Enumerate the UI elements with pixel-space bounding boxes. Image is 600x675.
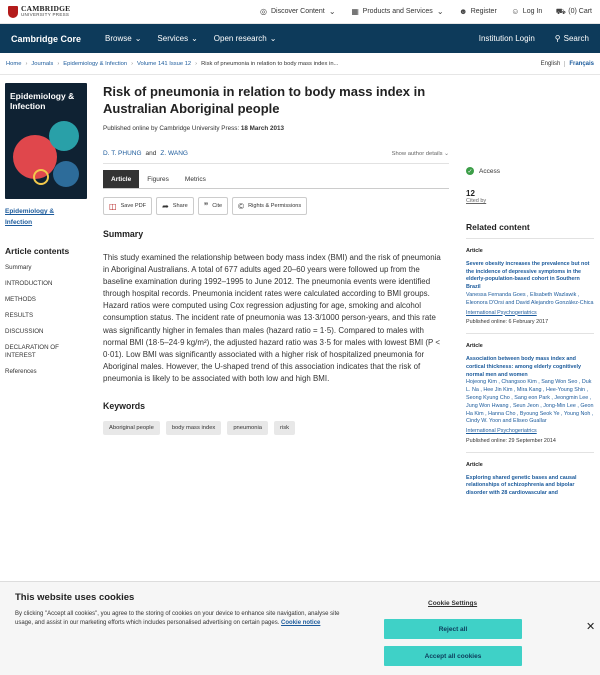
related-type: Article bbox=[466, 248, 483, 254]
related-authors[interactable]: Hojeong Kim , Changsoo Kim , Sang Won Seo , Duk L. Na , Hee Jin Kim , Mira Kang , Hee-Young Shin , Seong Kyung Cho , Sang eon Park , Jeongmin Lee , Jung Won Hwang , Seun Jeon , Jong-Min Lee , Geon Ha Kim , Hanna Cho , Byoung Seok Ye , Young Noh , Cindy W. Yoon and Eliseo Guallar bbox=[466, 379, 594, 425]
toc-item[interactable]: RESULTS bbox=[5, 312, 34, 319]
share-icon: ➦ bbox=[162, 201, 169, 211]
related-title-link[interactable]: Severe obesity increases the prevalence but not the incidence of depressive symptoms in the elderly-population-based cohort in Southern Brazil bbox=[466, 260, 590, 291]
cover-art-ring bbox=[33, 169, 49, 185]
cart-icon: ⛟ bbox=[555, 6, 566, 16]
cookie-text: By clicking "Accept all cookies", you agree to the storing of cookies on your device to enhance site navigation, analyse site usage, and assist in our marketing efforts which includes personalised advertising on certain pages. Cookie notice bbox=[15, 611, 340, 627]
cambridge-core-brand[interactable]: Cambridge Core bbox=[11, 33, 82, 44]
logo-subname: UNIVERSITY PRESS bbox=[21, 11, 70, 17]
toc-item[interactable]: Summary bbox=[5, 264, 32, 271]
show-author-details-toggle[interactable]: Show author details ⌄ bbox=[391, 150, 449, 157]
products-services-link[interactable]: ▦ Products and Services ⌄ bbox=[351, 7, 444, 16]
logo-name: CAMBRIDGE bbox=[21, 3, 71, 13]
author-link[interactable]: D. T. PHUNG bbox=[103, 150, 142, 157]
article-tabs bbox=[103, 170, 449, 189]
author-link[interactable]: Z. WANG bbox=[160, 150, 188, 157]
chevron-right-icon: › bbox=[57, 60, 60, 67]
breadcrumb-journal[interactable]: Epidemiology & Infection bbox=[63, 60, 128, 67]
tab-figures[interactable]: Figures bbox=[147, 175, 169, 183]
cite-button[interactable]: ” Cite bbox=[198, 197, 228, 215]
related-title-link[interactable]: Exploring shared genetic bases and causal relationships of schizophrenia and bipolar disorder with 28 cardiovascular and bbox=[466, 474, 577, 497]
chevron-down-icon: ⌄ bbox=[328, 7, 336, 16]
article-title: Risk of pneumonia in relation to body mass index in Australian Aboriginal people bbox=[103, 84, 426, 116]
cambridge-logo[interactable] bbox=[8, 3, 71, 18]
shield-icon bbox=[8, 6, 18, 18]
related-title-link[interactable]: Association between body mass index and cortical thickness: among elderly cognitively normal men and women bbox=[466, 355, 582, 378]
share-button[interactable]: ➦ Share bbox=[156, 197, 194, 215]
left-sidebar bbox=[5, 83, 87, 384]
keyword-tag[interactable]: risk bbox=[274, 421, 295, 435]
browse-menu[interactable]: Browse ⌄ bbox=[105, 34, 142, 43]
keyword-tag[interactable]: pneumonia bbox=[227, 421, 268, 435]
rights-permissions-button[interactable]: © Rights & Permissions bbox=[232, 197, 307, 215]
discover-content-link[interactable]: ◎ Discover Content ⌄ bbox=[259, 7, 336, 16]
cookie-heading: This website uses cookies bbox=[15, 592, 135, 603]
chevron-down-icon: ⌄ bbox=[269, 34, 277, 43]
institution-login-link[interactable]: Institution Login bbox=[478, 34, 535, 43]
summary-text: This study examined the relationship between body mass index (BMI) and the risk of pneumonia in Aboriginal Australians. A total of 677 adults aged 20–60 years were followed up from the baseline examination during 1992–1995 to June 2012. The pneumonia events were identified through hospital records. Pneumonia incident rates were calculated according to BMI groups. Hazard ratios were computed using Cox regression adjusting for age, smoking and alcohol consumption status. The incident rate of pneumonia was 13·3/1000 person-years, and this rate was significantly higher in females than males (hazard ratio = 1·5). Compared to males with normal BMI (18·5–24·9 kg/m²), the adjusted hazard ratio was 3·5 for males with lowest BMI (P < 0·01). Low BMI was significantly associated with a higher risk of hospitalized pneumonia for Aboriginal males. However, the U-shaped trend of this association indicates that the risk of pneumonia is likely to be associated with both low and high BMI. bbox=[103, 253, 441, 383]
close-icon[interactable]: ✕ bbox=[586, 621, 596, 633]
toc-item[interactable]: DISCUSSION bbox=[5, 328, 44, 335]
journal-link[interactable]: Epidemiology & Infection bbox=[5, 208, 55, 226]
breadcrumb-home[interactable]: Home bbox=[6, 60, 22, 67]
cover-art-circle bbox=[49, 121, 79, 151]
related-pub-date: Published online: 6 February 2017 bbox=[466, 319, 549, 326]
article-contents-heading: Article contents bbox=[5, 246, 70, 256]
authors-row: D. T. PHUNG and Z. WANG Show author details ⌄ bbox=[103, 150, 449, 164]
tab-article[interactable]: Article bbox=[103, 170, 139, 188]
breadcrumb-journals[interactable]: Journals bbox=[31, 60, 54, 67]
publication-info: Published online by Cambridge University Press: 18 March 2013 bbox=[103, 125, 284, 132]
toc-item[interactable]: METHODS bbox=[5, 296, 36, 303]
save-pdf-button[interactable]: ◫ Save PDF bbox=[103, 197, 152, 215]
cited-label: Cited by bbox=[466, 198, 487, 204]
utility-bar bbox=[0, 0, 600, 24]
cited-count: 12 bbox=[466, 189, 475, 198]
accept-all-cookies-button[interactable]: Accept all cookies bbox=[384, 646, 522, 666]
cookie-settings-link[interactable]: Cookie Settings bbox=[428, 600, 478, 607]
cart-link[interactable]: ⛟ (0) Cart bbox=[555, 6, 592, 16]
open-research-menu[interactable]: Open research ⌄ bbox=[213, 34, 277, 43]
lang-english[interactable]: English bbox=[540, 60, 561, 67]
related-journal-link[interactable]: International Psychogeriatrics bbox=[466, 309, 537, 316]
journal-cover[interactable] bbox=[5, 83, 87, 199]
chevron-right-icon: › bbox=[25, 60, 28, 67]
article-main bbox=[103, 83, 449, 435]
cover-title-line2: Infection bbox=[10, 101, 46, 111]
breadcrumb bbox=[6, 61, 338, 67]
related-journal-link[interactable]: International Psychogeriatrics bbox=[466, 428, 537, 435]
keyword-tag[interactable]: body mass index bbox=[166, 421, 222, 435]
copyright-icon: © bbox=[238, 201, 245, 211]
cited-by[interactable] bbox=[466, 189, 594, 204]
chevron-right-icon: › bbox=[131, 60, 134, 67]
services-menu[interactable]: Services ⌄ bbox=[157, 34, 198, 43]
pdf-icon: ◫ bbox=[109, 201, 117, 211]
user-icon: ☺ bbox=[511, 7, 520, 16]
cookie-banner bbox=[0, 581, 600, 675]
summary-heading: Summary bbox=[103, 229, 144, 239]
related-item bbox=[466, 343, 594, 453]
chevron-down-icon: ⌄ bbox=[444, 150, 449, 157]
register-link[interactable]: ☻ Register bbox=[459, 7, 497, 16]
breadcrumb-current: Risk of pneumonia in relation to body mass index in... bbox=[201, 60, 339, 67]
related-type: Article bbox=[466, 343, 483, 350]
chevron-down-icon: ⌄ bbox=[191, 34, 198, 43]
login-link[interactable]: ☺ Log In bbox=[511, 7, 543, 16]
main-nav bbox=[0, 24, 600, 53]
breadcrumb-bar bbox=[0, 53, 600, 75]
language-switcher bbox=[541, 61, 594, 67]
tab-metrics[interactable]: Metrics bbox=[184, 175, 206, 183]
article-tools bbox=[103, 197, 449, 215]
chevron-down-icon: ⌄ bbox=[436, 7, 444, 16]
toc-item[interactable]: DECLARATION OF INTEREST bbox=[5, 344, 59, 359]
search-button[interactable]: ⚲ Search bbox=[554, 34, 589, 43]
cookie-notice-link[interactable]: Cookie notice bbox=[281, 620, 321, 627]
related-item bbox=[466, 462, 594, 498]
article-contents-list bbox=[5, 264, 87, 376]
reject-all-button[interactable]: Reject all bbox=[384, 619, 522, 639]
toc-item[interactable]: INTRODUCTION bbox=[5, 280, 53, 287]
publication-date: 18 March 2013 bbox=[240, 125, 284, 132]
chevron-right-icon: › bbox=[195, 60, 198, 67]
check-icon: ✓ bbox=[467, 168, 473, 175]
related-pub-date: Published online: 29 September 2014 bbox=[466, 437, 556, 444]
keywords-list bbox=[103, 421, 449, 435]
keyword-tag[interactable]: Aboriginal people bbox=[103, 421, 160, 435]
related-type: Article bbox=[466, 461, 483, 468]
lang-french[interactable]: Français bbox=[564, 61, 594, 67]
chevron-down-icon: ⌄ bbox=[134, 34, 142, 43]
access-badge: ✓ Access bbox=[467, 167, 500, 175]
right-sidebar bbox=[466, 83, 594, 498]
grid-icon: ▦ bbox=[351, 7, 359, 16]
cover-art-circle bbox=[53, 161, 79, 187]
toc-item[interactable]: References bbox=[5, 368, 37, 375]
related-content-heading: Related content bbox=[466, 222, 594, 239]
keywords-heading: Keywords bbox=[103, 401, 146, 412]
related-item bbox=[466, 248, 594, 334]
related-authors[interactable]: Vanessa Fernanda Goes , Elisabeth Wazlawik , Eleonora D'Orsi and David Alejandro González-Chica bbox=[466, 291, 594, 306]
cover-title-line1: Epidemiology & bbox=[10, 91, 75, 101]
quote-icon: ” bbox=[203, 201, 209, 211]
search-icon: ⚲ bbox=[554, 34, 561, 43]
breadcrumb-issue[interactable]: Volume 141 Issue 12 bbox=[137, 60, 192, 67]
compass-icon: ◎ bbox=[259, 7, 267, 16]
add-user-icon: ☻ bbox=[459, 7, 468, 16]
